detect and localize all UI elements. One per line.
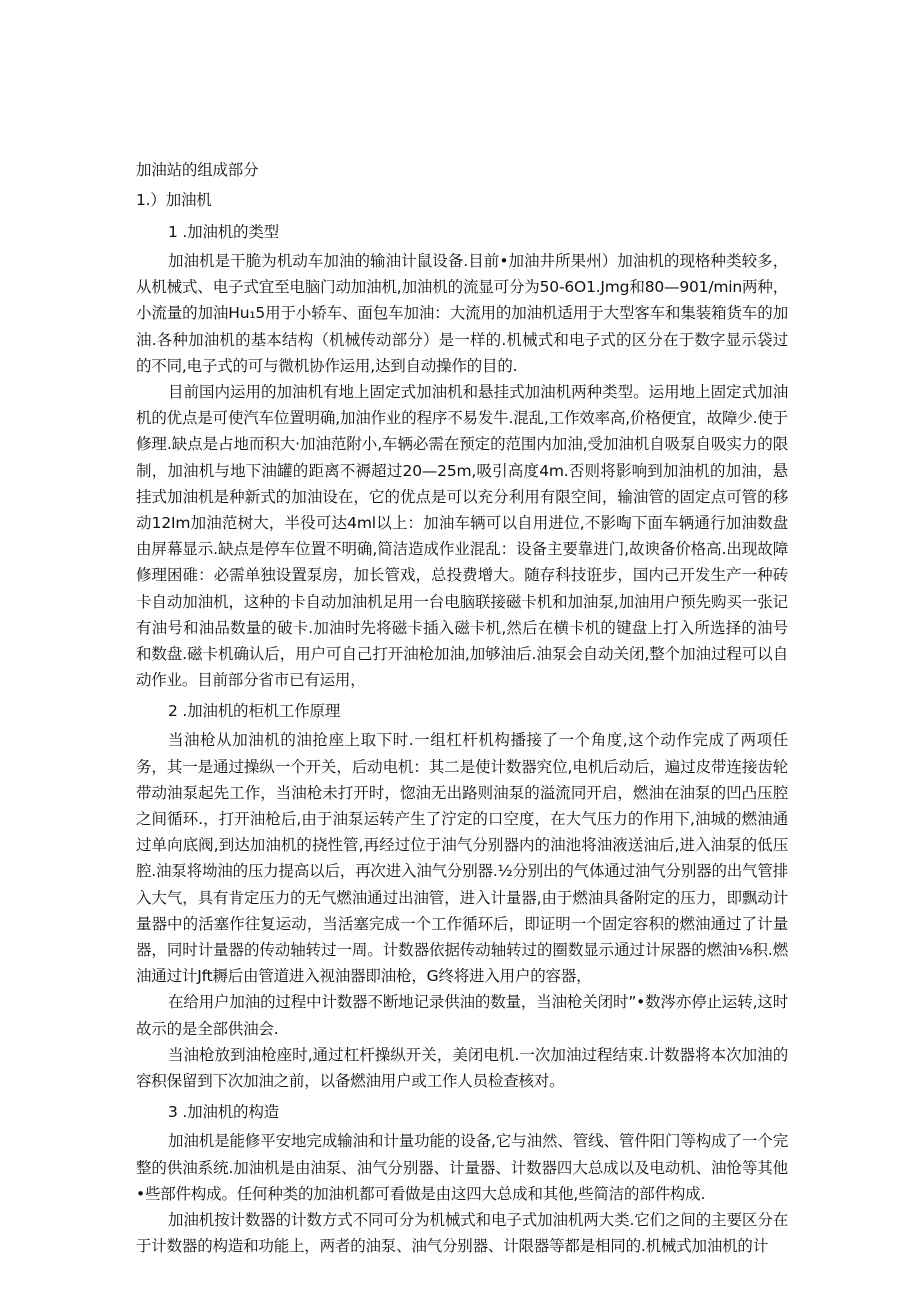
paragraph-principle-2: 在给用户加油的过程中计数器不断地记录供油的数量，当油枪关闭时”•数涔亦停止运转,这时故示的是全部供油会. bbox=[136, 993, 788, 1038]
subsection-heading-working-principle: 2 .加油机的柜机工作原理 bbox=[168, 702, 341, 721]
paragraph-construction-1: 加油机是能修平安地完成输油和计量功能的设备,它与油然、管线、管件阳门等构成了一个完整的供油系统.加油机是由油泵、油气分别器、计量器、计数器四大总成以及电动机、油怆等其他•些部件构成。任何种类的加油机都可看做是由这四大总成和其他,些简洁的部件构成. bbox=[136, 1132, 788, 1203]
paragraph-types-2: 目前国内运用的加油机有地上固定式加油机和悬挂式加油机两种类型。运用地上固定式加油机的优点是可使汽车位置明确,加油作业的程序不易发牛.混乱,工作效率高,价格便宜，故障少.使于修理.缺点是占地而积大·加油范附小,车辆必需在预定的范围内加油,受加油机自吸泵自吸实力的限制，加油机与地下油罐的距离不褥超过20—25m,吸引高度4m.否则将影响到加油机的加油，悬挂式加油机是种新式的加油设在，它的优点是可以充分利用有限空间，输油管的固定点可管的移动12Im加油范树大，半役可达4ml以上：加油车辆可以自用进位,不影啕下面车辆通行加油数盘由屏幕显示.缺点是停车位置不明确,简洁造成作业混乱：设备主要靠进门,故谀备价格高.出现故障修理困碓：必需单独设置泵房，加长管戏，总投费增大。随存科技诳步，国内己开发生产一种砖卡自动加油机，这种的卡自动加油机足用一台电脑联接磁卡机和加油泵,加油用户预先购买一张记有油号和油品数量的破卡.加油时先将磁卡插入磁卡机,然后在横卡机的键盘上打入所选择的油号和数盘.磁卡机确认后，用户可自己打开油枪加油,加够油后.油泵会自动关闭,整个加油过程可以自动作业。目前部分省市已有运用， bbox=[136, 383, 788, 690]
paragraph-principle-3: 当油枪放到油枪座时,通过杠杆操纵开关，美闭电机.一次加油过程结束.计数器将本次加油的容积保留到下次加油之前，以备燃油用户或工作人员检查核对。 bbox=[136, 1045, 788, 1091]
document-title: 加油站的组成部分 bbox=[136, 161, 259, 179]
subsection-heading-types: 1 .加油机的类型 bbox=[168, 223, 279, 241]
paragraph-principle-1: 当油枪从加油机的油抢座上取下时.一组杠杆机构播接了一个角度,这个动作完成了两项任务，其一是通过操纵一个开关，后动电机：其二是使计数器究位,电机后动后，遍过皮带连接齿轮带动油泵起先工作，当油枪未打开时，惚油无出路则油泵的溢流同开启，燃油在油泵的凹凸压腔之间循环.，打开油枪后,由于油泵运转产生了泞定的口空度，在大气压力的作用下,油城的燃油通过单向底阀,到达加油机的挠性管,再经过位于油气分别器内的油池将油液送油后,进入油泵的低压腔.油泵将坳油的压力提高以后，再次进入油气分别器.½分别出的气体通过油气分别器的出气管排入大气，具有肯定压力的无气燃油通过出油管，进入计量器,由于燃油具备附定的压力，即飘动计量器中的活塞作往复运动，当活塞完成一个工作循环后，即证明一个固定容积的燃油通过了计量器，同时计量器的传动轴转过一周。计数器依据传动轴转过的圈数显示通过计尿器的燃油⅛积.燃油通过计Jft耨后由管道进入视油器即油枪，G终将进入用户的容器， bbox=[136, 731, 788, 986]
subsection-heading-construction: 3 .加油机的构造 bbox=[168, 1103, 279, 1122]
paragraph-construction-2: 加油机按计数器的计数方式不同可分为机械式和电子式加油机两大类.它们之间的主要区分在于计数器的构造和功能上，两者的油泵、油气分别器、计限器等都是相同的.机械式加油机的计 bbox=[136, 1210, 788, 1256]
section-heading-fuel-dispenser: 1.）加油机 bbox=[136, 191, 212, 209]
paragraph-types-1: 加油机是干脆为机动车加油的输油计鼠设备.目前•加油井所果州）加油机的现格种类较多，从机械式、电子式宜至电脑门动加油机,加油机的流显可分为50-6O1.Jmg和80—901/min两种，小流量的加油Hu₁5用于小轿车、面包车加油：大流用的加油机适用于大型客车和集装箱货车的加油.各种加油机的基本结构（机械传动部分）是一样的.机械式和电子式的区分在于数字显示袋过的不同,电子式的可与微机协作运用,达到自动操作的目的. bbox=[136, 252, 788, 375]
document-body bbox=[136, 156, 788, 1259]
